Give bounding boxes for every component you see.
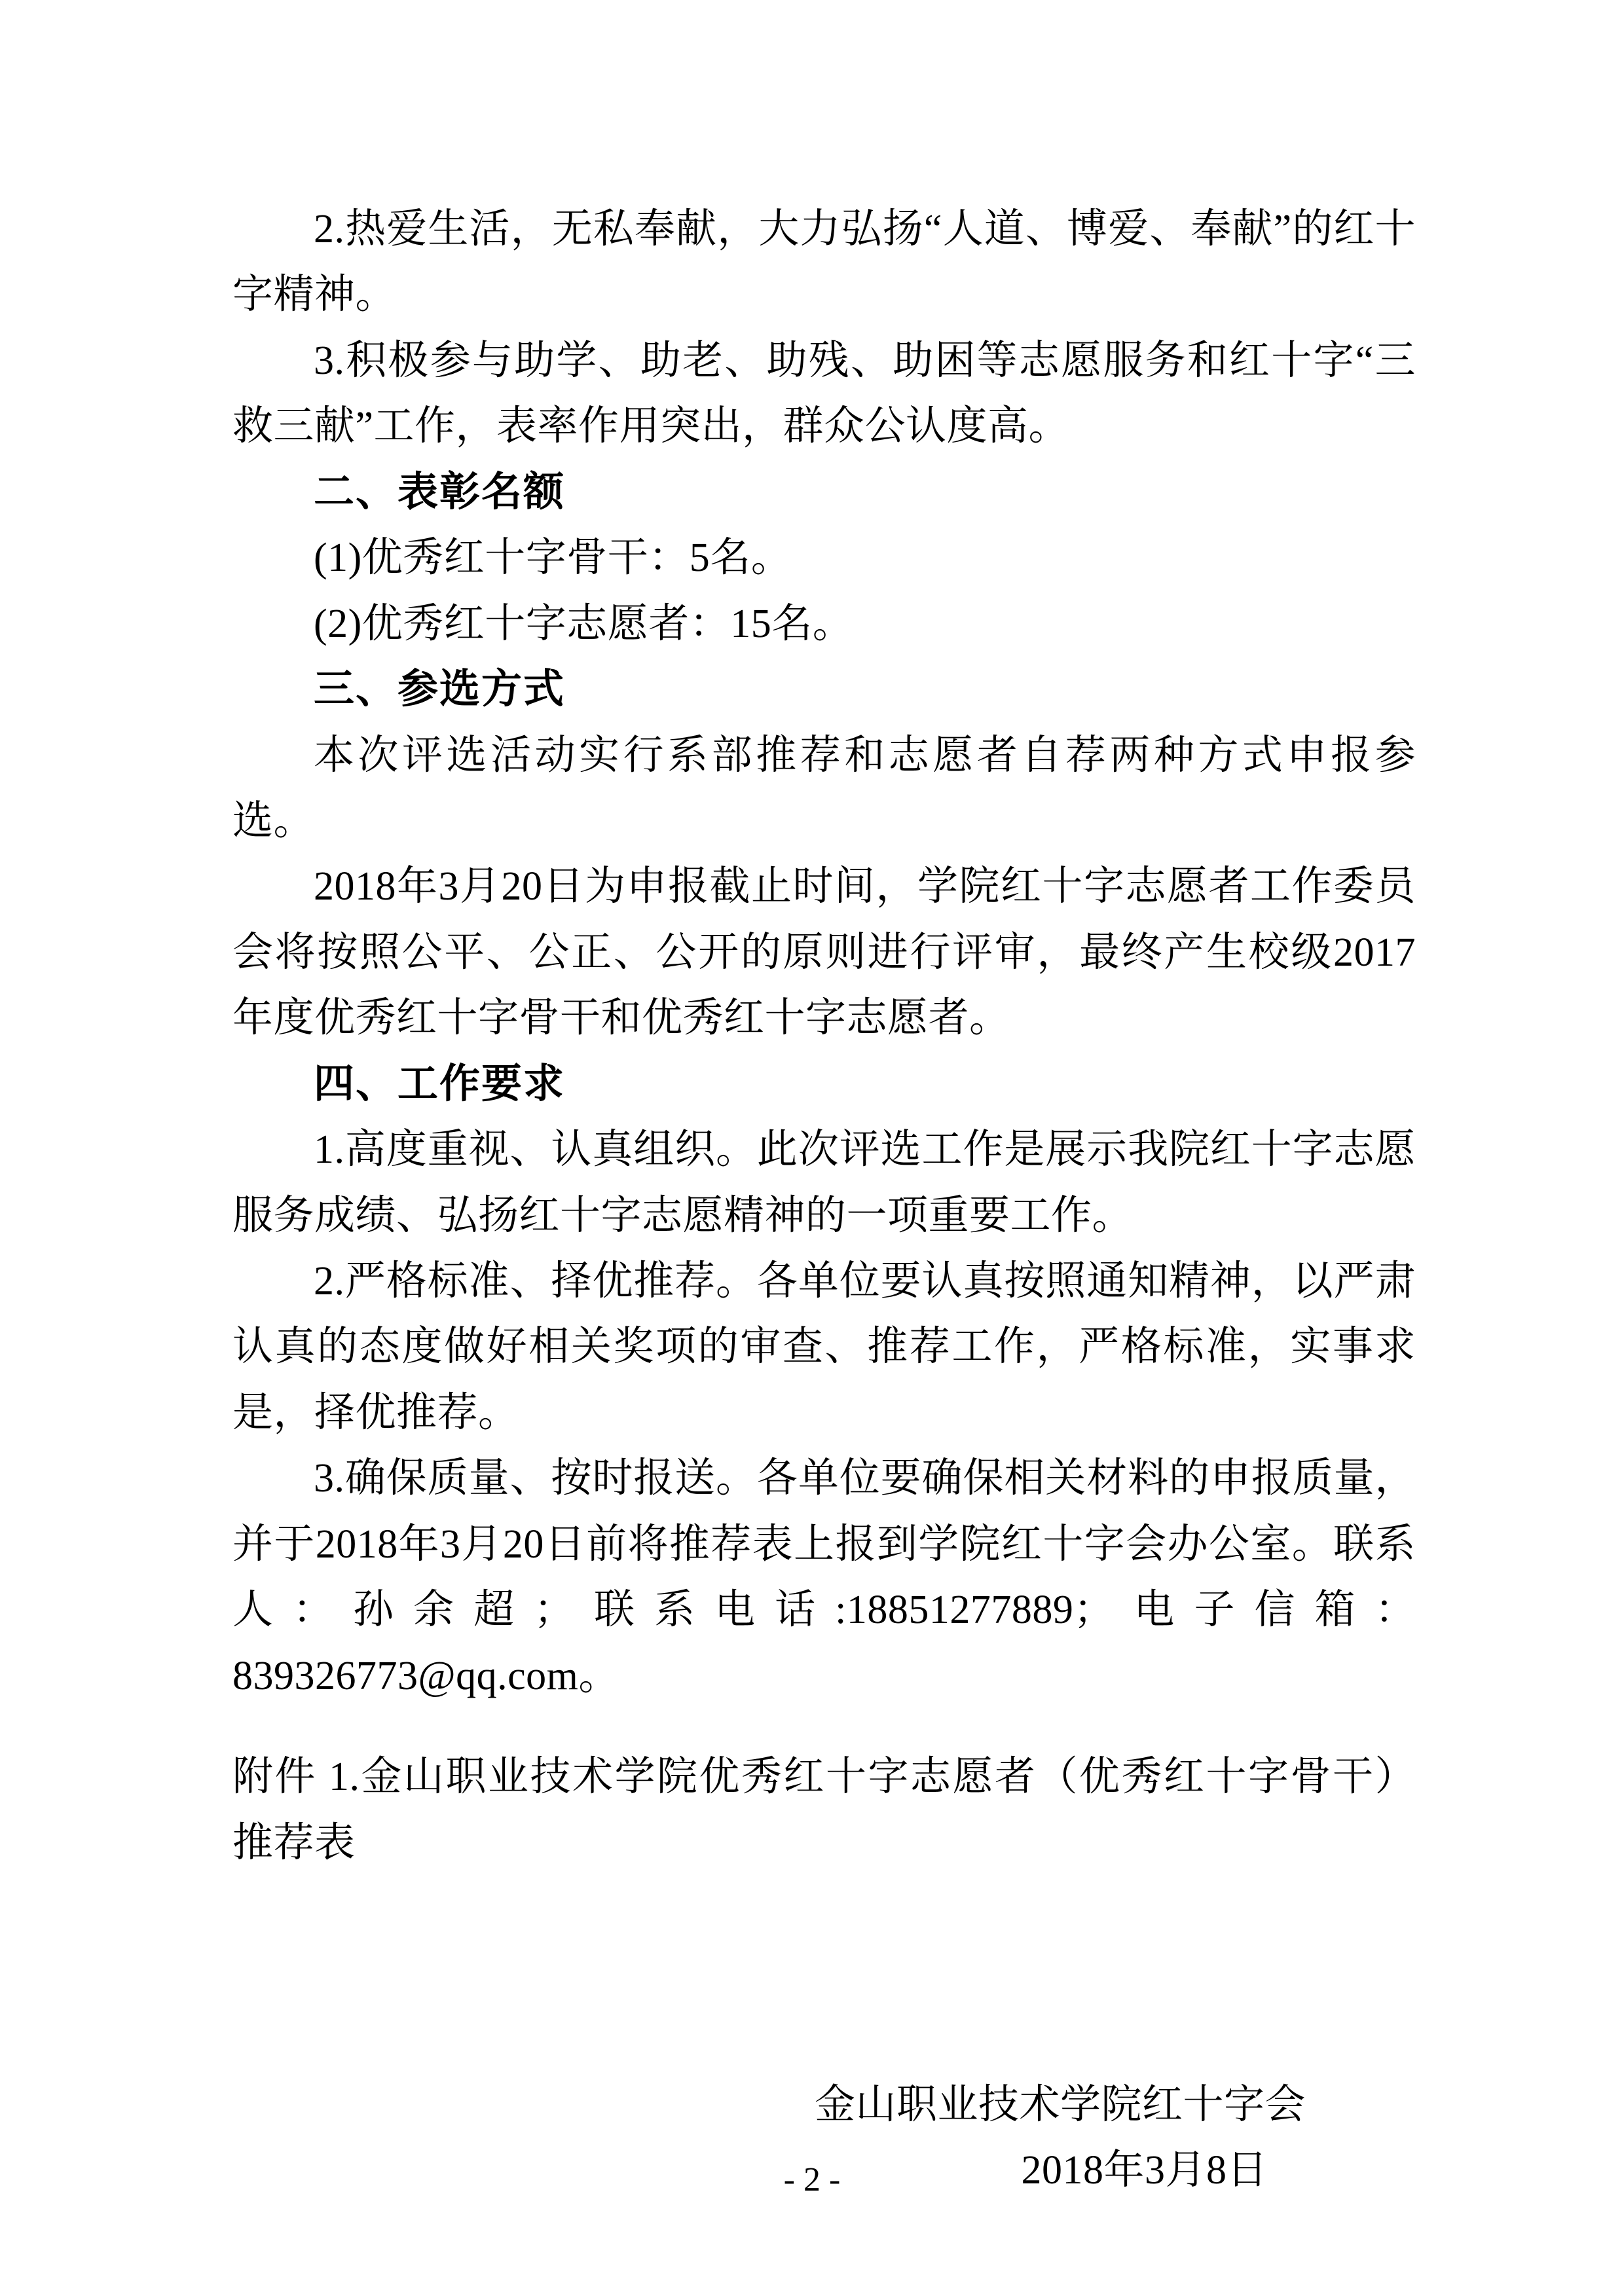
section-three-paragraph-2: 2018年3月20日为申报截止时间，学院红十字志愿者工作委员会将按照公平、公正、公开的原则进行评审，最终产生校级2017年度优秀红十字骨干和优秀红十字志愿者。 [232, 864, 1416, 1041]
section-heading-two: 二、表彰名额 [314, 469, 566, 515]
paragraph-item-2: 2.热爱生活，无私奉献，大力弘扬“人道、博爱、奉献”的红十字精神。 [232, 207, 1416, 318]
section-four-paragraph-2: 2.严格标准、择优推荐。各单位要认真按照通知精神，以严肃认真的态度做好相关奖项的审查、推荐工作，严格标准，实事求是，择优推荐。 [232, 1259, 1416, 1435]
section-three-paragraph-1: 本次评选活动实行系部推荐和志愿者自荐两种方式申报参选。 [232, 733, 1416, 843]
attachment-line: 附件 1.金山职业技术学院优秀红十字志愿者（优秀红十字骨干）推荐表 [232, 1755, 1416, 1865]
page-number: - 2 - [783, 2161, 841, 2198]
section-four-paragraph-3: 3.确保质量、按时报送。各单位要确保相关材料的申报质量，并于2018年3月20日前将推荐表上报到学院红十字会办公室。联系人：孙余超；联系电话:18851277889；电子信箱：839326773@qq.com。 [232, 1456, 1416, 1698]
section-heading-four: 四、工作要求 [314, 1061, 566, 1106]
quota-item-2: (2)优秀红十字志愿者：15名。 [314, 601, 854, 646]
document-body [232, 196, 1416, 2204]
signature-date: 2018年3月8日 [1021, 2148, 1268, 2193]
section-four-paragraph-1: 1.高度重视、认真组织。此次评选工作是展示我院红十字志愿服务成绩、弘扬红十字志愿精神的一项重要工作。 [232, 1127, 1416, 1238]
section-heading-three: 三、参选方式 [314, 666, 566, 712]
paragraph-item-3: 3.积极参与助学、助老、助残、助困等志愿服务和红十字“三救三献”工作，表率作用突出，群众公认度高。 [232, 338, 1416, 449]
signature-organization: 金山职业技术学院红十字会 [814, 2082, 1306, 2127]
quota-item-1: (1)优秀红十字骨干：5名。 [314, 536, 792, 581]
